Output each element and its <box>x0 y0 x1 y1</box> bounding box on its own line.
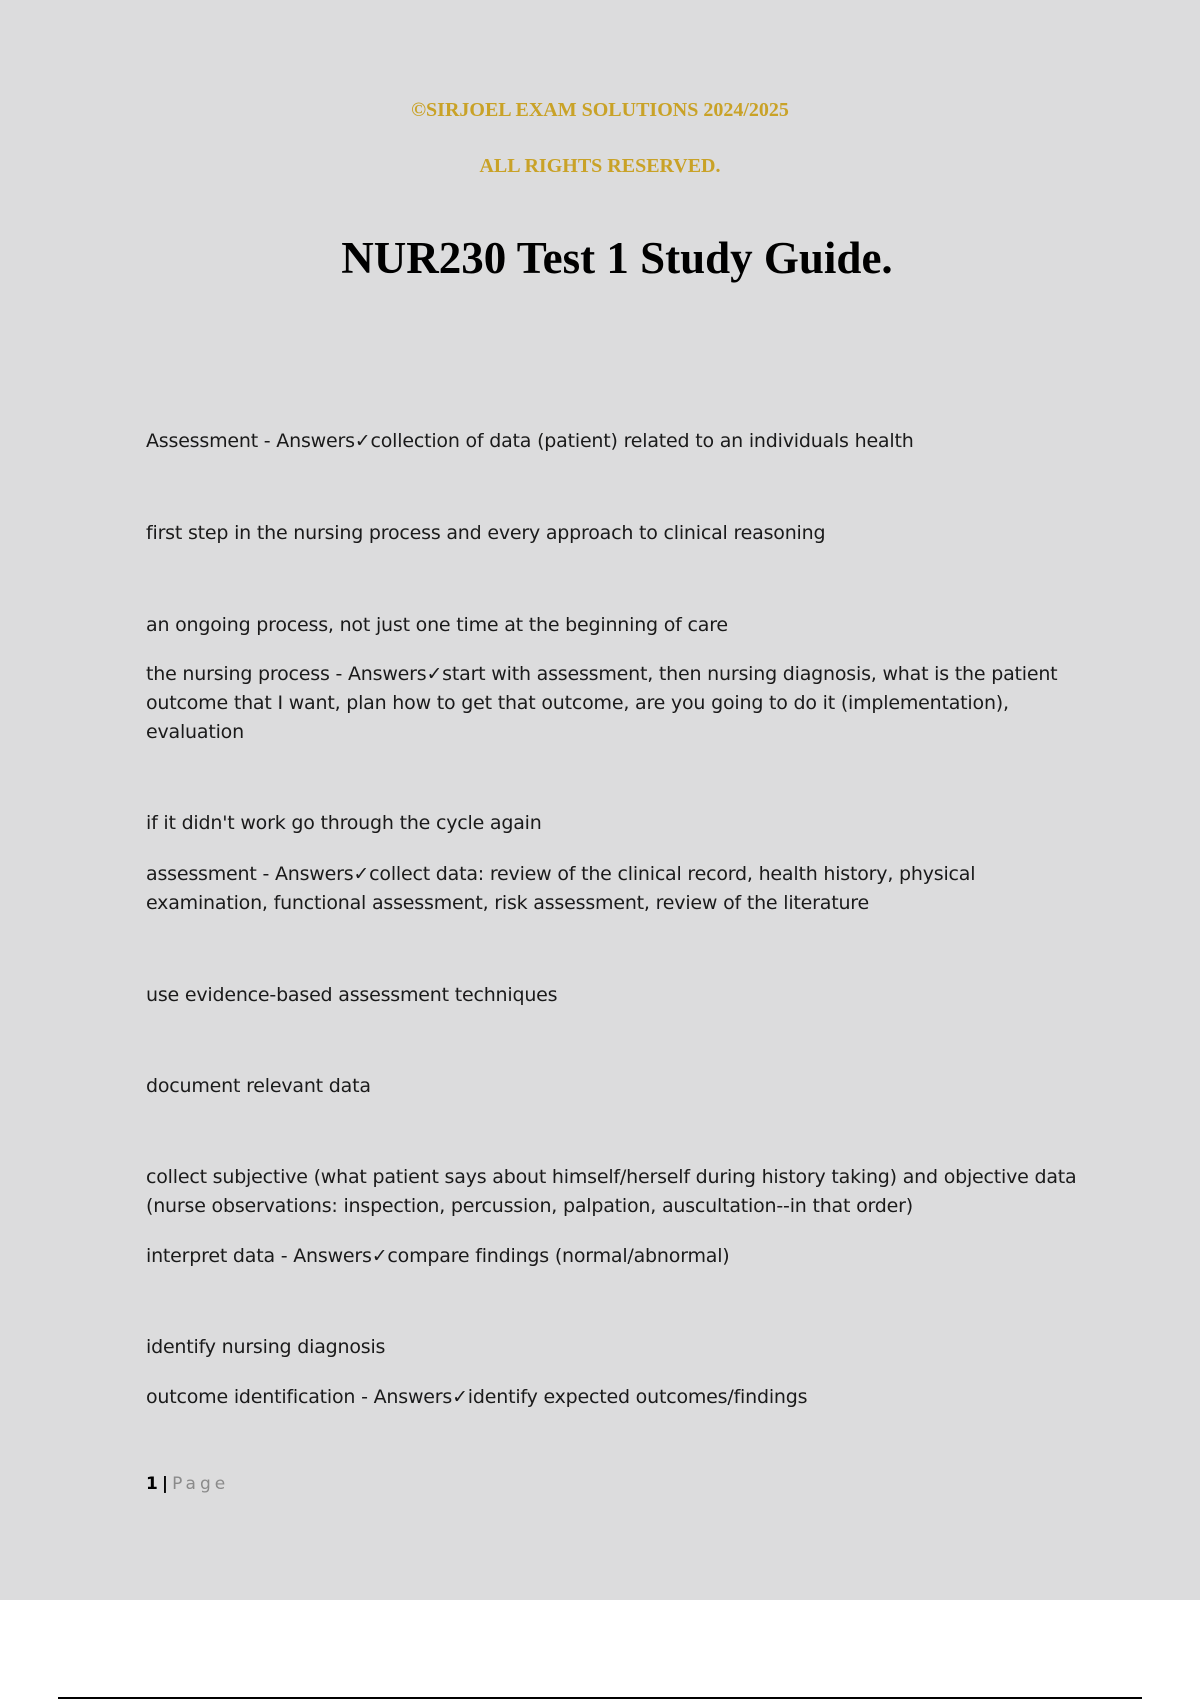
paragraph-9: collect subjective (what patient says about himself/herself during history taking) and objective data (nurse observations: inspection, percussion, palpation, auscultation--in that order) <box>146 1166 1077 1217</box>
page-number: 1 <box>146 1474 158 1494</box>
page-footer <box>146 1474 229 1494</box>
paragraph-4: the nursing process - Answers✓start with assessment, then nursing diagnosis, what is the patient outcome that I want, plan how to get that outcome, are you going to do it (implementation), evaluation <box>146 663 1058 743</box>
rights-header: ALL RIGHTS RESERVED. <box>479 155 721 177</box>
paragraph-2: first step in the nursing process and every approach to clinical reasoning <box>146 522 826 544</box>
bottom-divider <box>58 1697 1142 1699</box>
document-title: NUR230 Test 1 Study Guide. <box>341 233 893 283</box>
paragraph-12: outcome identification - Answers✓identify expected outcomes/findings <box>146 1386 808 1408</box>
paragraph-10: interpret data - Answers✓compare findings (normal/abnormal) <box>146 1245 730 1267</box>
footer-separator: | <box>161 1474 169 1494</box>
paragraph-7: use evidence-based assessment techniques <box>146 984 558 1006</box>
paragraph-11: identify nursing diagnosis <box>146 1336 386 1358</box>
paragraph-1: Assessment - Answers✓collection of data (patient) related to an individuals health <box>146 430 914 452</box>
paragraph-6: assessment - Answers✓collect data: review of the clinical record, health history, physical examination, functional assessment, risk assessment, review of the literature <box>146 863 976 914</box>
paragraph-8: document relevant data <box>146 1075 371 1097</box>
paragraph-5: if it didn't work go through the cycle again <box>146 812 542 834</box>
paragraph-3: an ongoing process, not just one time at the beginning of care <box>146 614 728 636</box>
page-label: Page <box>172 1474 230 1494</box>
copyright-header: ©SIRJOEL EXAM SOLUTIONS 2024/2025 <box>411 99 789 121</box>
